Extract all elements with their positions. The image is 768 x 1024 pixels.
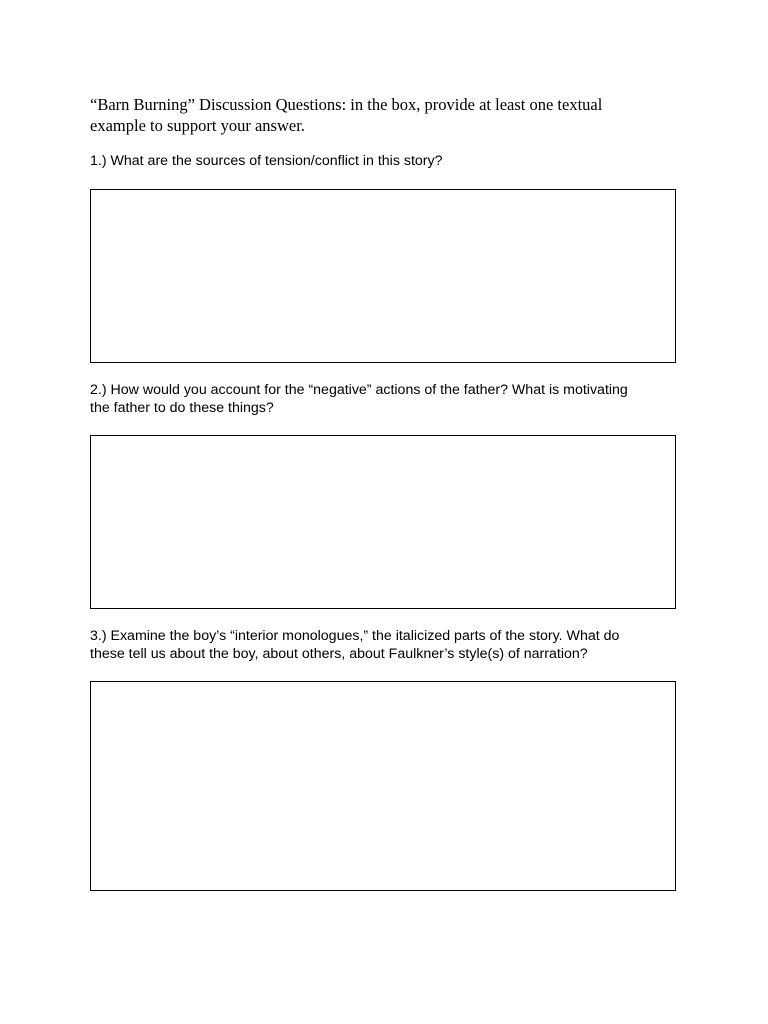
answer-box-1[interactable] <box>90 189 676 363</box>
worksheet-instructions <box>90 94 690 136</box>
instructions-line-1: “Barn Burning” Discussion Questions: in the box, provide at least one textual <box>90 95 603 114</box>
answer-box-3[interactable] <box>90 681 676 891</box>
question-1-line-1: 1.) What are the sources of tension/conflict in this story? <box>90 153 443 169</box>
instructions-line-2: example to support your answer. <box>90 116 305 135</box>
question-3-line-1: 3.) Examine the boy’s “interior monologues,” the italicized parts of the story. What do <box>90 628 620 644</box>
question-3-line-2: these tell us about the boy, about others, about Faulkner’s style(s) of narration? <box>90 646 588 662</box>
question-1 <box>90 152 690 170</box>
question-2 <box>90 381 690 417</box>
question-2-line-1: 2.) How would you account for the “negative” actions of the father? What is motivating <box>90 382 628 398</box>
question-3 <box>90 627 690 663</box>
answer-box-2[interactable] <box>90 435 676 609</box>
question-2-line-2: the father to do these things? <box>90 400 274 416</box>
